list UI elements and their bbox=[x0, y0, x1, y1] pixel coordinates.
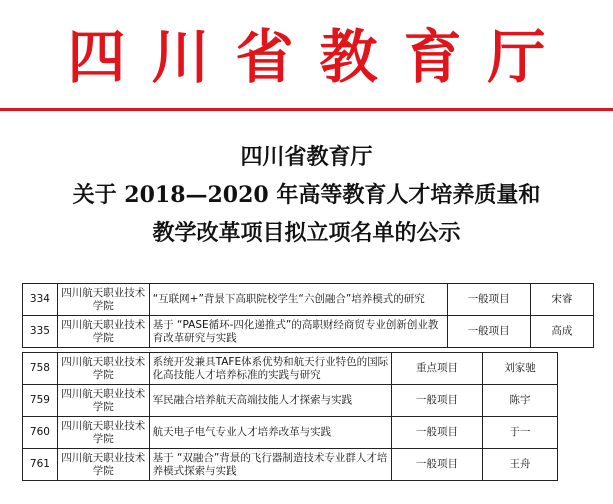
row-project: “互联网+”背景下高职院校学生“六创融合”培养模式的研究 bbox=[149, 284, 447, 316]
row-person: 陈宇 bbox=[482, 385, 557, 417]
row-type: 一般项目 bbox=[392, 385, 483, 417]
table-row bbox=[23, 316, 594, 348]
table-row bbox=[23, 449, 558, 481]
row-type: 一般项目 bbox=[392, 417, 483, 449]
row-school: 四川航天职业技术学院 bbox=[57, 316, 149, 348]
row-person: 宋睿 bbox=[530, 284, 593, 316]
row-type: 一般项目 bbox=[392, 449, 483, 481]
agency-name: 四川省教育厅 bbox=[67, 23, 572, 91]
row-project: 军民融合培养航天高端技能人才探索与实践 bbox=[149, 385, 392, 417]
row-project: 航天电子电气专业人才培养改革与实践 bbox=[149, 417, 392, 449]
notice-title-line3: 教学改革项目拟立项名单的公示 bbox=[152, 220, 461, 246]
row-number: 335 bbox=[23, 316, 58, 348]
row-project: 系统开发兼具TAFE体系优势和航天行业特色的国际化高技能人才培养标准的实践与研究 bbox=[149, 353, 392, 385]
row-type: 重点项目 bbox=[392, 353, 483, 385]
row-person: 刘家驰 bbox=[482, 353, 557, 385]
row-number: 334 bbox=[23, 284, 58, 316]
row-school: 四川航天职业技术学院 bbox=[57, 417, 149, 449]
project-table-bottom bbox=[22, 352, 558, 481]
row-type: 一般项目 bbox=[447, 284, 530, 316]
row-number: 759 bbox=[23, 385, 58, 417]
table-row bbox=[23, 417, 558, 449]
row-project: 基于 “双融合”背景的飞行器制造技术专业群人才培养模式探索与实践 bbox=[149, 449, 392, 481]
row-school: 四川航天职业技术学院 bbox=[57, 353, 149, 385]
table-row bbox=[23, 284, 594, 316]
table-row bbox=[23, 353, 558, 385]
row-type: 一般项目 bbox=[447, 316, 530, 348]
row-number: 761 bbox=[23, 449, 58, 481]
notice-title bbox=[0, 138, 613, 252]
row-person: 王舟 bbox=[482, 449, 557, 481]
row-school: 四川航天职业技术学院 bbox=[57, 385, 149, 417]
notice-title-line2: 关于 2018—2020 年高等教育人才培养质量和 bbox=[72, 182, 541, 208]
row-person: 高成 bbox=[530, 316, 593, 348]
row-school: 四川航天职业技术学院 bbox=[57, 284, 149, 316]
project-table-top bbox=[22, 283, 594, 348]
row-number: 758 bbox=[23, 353, 58, 385]
row-project: 基于 “PASE循环-四化递推式”的高职财经商贸专业创新创业教育改革研究与实践 bbox=[149, 316, 447, 348]
row-school: 四川航天职业技术学院 bbox=[57, 449, 149, 481]
letterhead-divider bbox=[0, 108, 613, 111]
row-number: 760 bbox=[23, 417, 58, 449]
table-row bbox=[23, 385, 558, 417]
notice-title-line1: 四川省教育厅 bbox=[240, 144, 373, 170]
letterhead bbox=[0, 0, 613, 118]
row-person: 于一 bbox=[482, 417, 557, 449]
